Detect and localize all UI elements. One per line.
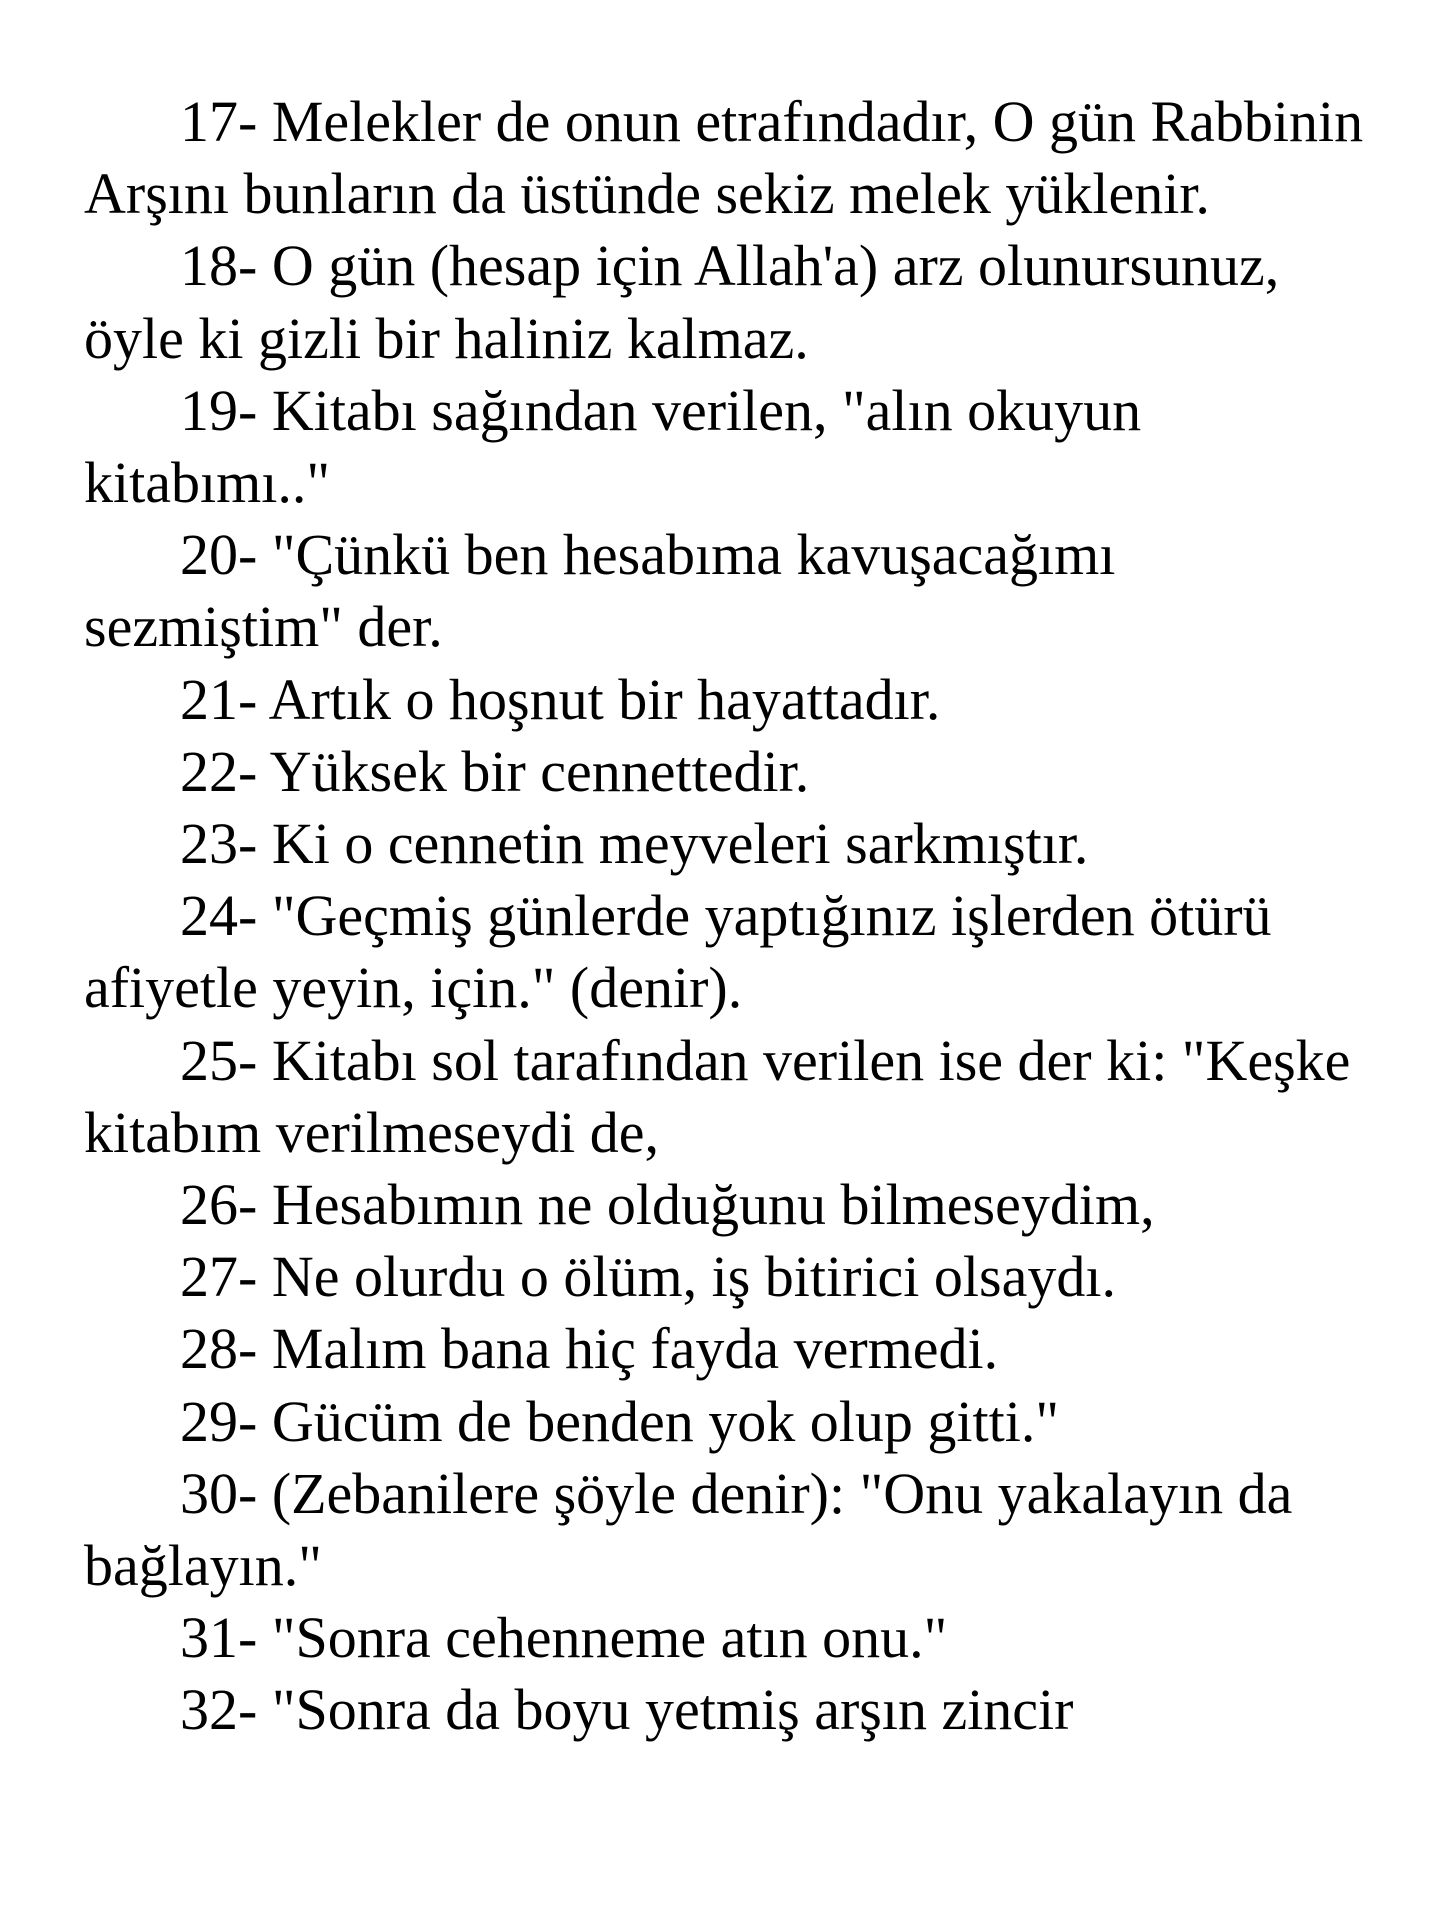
verse-23: 23- Ki o cennetin meyveleri sarkmıştır. — [180, 811, 1089, 877]
verse-21: 21- Artık o hoşnut bir hayattadır. — [180, 666, 941, 732]
verse-28: 28- Malım bana hiç fayda vermedi. — [180, 1316, 999, 1382]
verse-19: 19- Kitabı sağından verilen, "alın okuyun kitabımı.." — [84, 377, 1142, 516]
verse-20: 20- "Çünkü ben hesabıma kavuşacağımı sezmiştim" der. — [84, 522, 1116, 660]
verse-24: 24- "Geçmiş günlerde yaptığınız işlerden ötürü afiyetle yeyin, için." (denir). — [84, 883, 1272, 1021]
verse-32: 32- "Sonra da boyu yetmiş arşın zincir — [180, 1677, 1074, 1743]
verse-18: 18- O gün (hesap için Allah'a) arz olunursunuz, öyle ki gizli bir haliniz kalmaz. — [84, 233, 1280, 371]
verse-31: 31- "Sonra cehenneme atın onu." — [180, 1605, 948, 1671]
verse-25: 25- Kitabı sol tarafından verilen ise der ki: "Keşke kitabım verilmeseydi de, — [84, 1027, 1351, 1165]
verse-30: 30- (Zebanilere şöyle denir): "Onu yakalayın da bağlayın." — [84, 1460, 1293, 1599]
verse-26: 26- Hesabımın ne olduğunu bilmeseydim, — [180, 1172, 1155, 1238]
verse-22: 22- Yüksek bir cennettedir. — [180, 738, 810, 804]
verse-27: 27- Ne olurdu o ölüm, iş bitirici olsaydı. — [180, 1244, 1116, 1310]
document-page — [84, 86, 1384, 1747]
verse-17: 17- Melekler de onun etrafındadır, O gün Rabbinin Arşını bunların da üstünde sekiz melek yüklenir. — [84, 89, 1364, 227]
verse-29: 29- Gücüm de benden yok olup gitti." — [180, 1388, 1060, 1454]
